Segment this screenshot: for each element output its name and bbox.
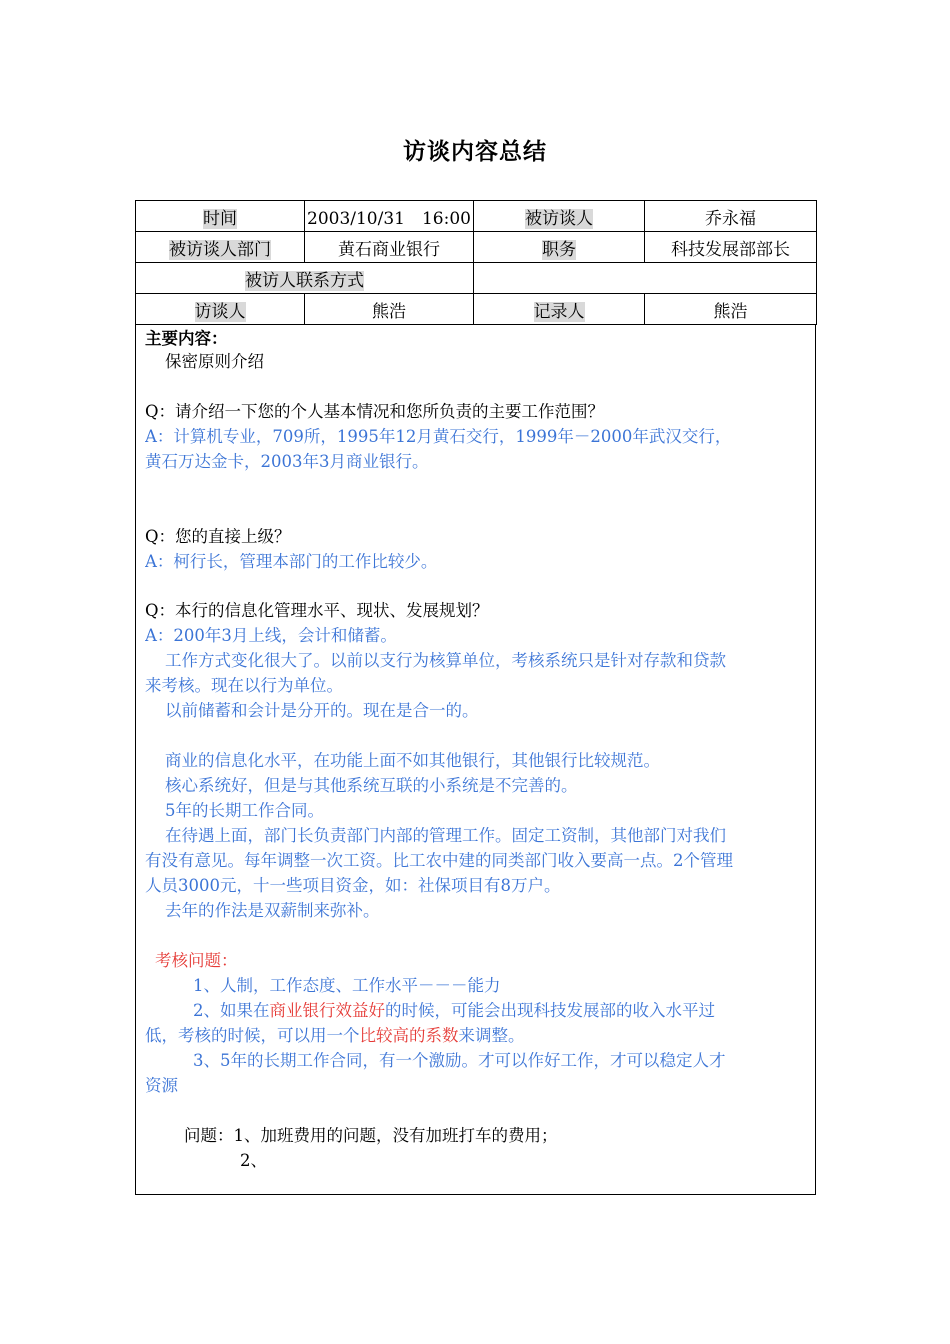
answer-3-line-6: 核心系统好，但是与其他系统互联的小系统是不完善的。 (165, 776, 578, 795)
assessment-item-2-line-1 (193, 998, 816, 1023)
question-1: Q：请介绍一下您的个人基本情况和您所负责的主要工作范围？ (145, 402, 605, 421)
answer-1-line-1: A：计算机专业，709所，1995年12月黄石交行，1999年－2000年武汉交行， (145, 427, 732, 446)
answer-3-line-2: 工作方式变化很大了。以前以支行为核算单位，考核系统只是针对存款和贷款 (165, 651, 726, 670)
assessment-item-1: 1、人制，工作态度、工作水平－－－能力 (193, 976, 501, 995)
table-row (136, 263, 817, 294)
document-title: 访谈内容总结 (403, 139, 547, 165)
assessment-item-2-text-c: 低，考核的时候，可以用一个 (145, 1026, 360, 1045)
interviewer-value: 熊浩 (305, 294, 474, 325)
time-label: 时间 (203, 208, 237, 229)
answer-3-line-4: 以前储蓄和会计是分开的。现在是合一的。 (165, 701, 479, 720)
dept-value: 黄石商业银行 (305, 232, 474, 263)
answer-3-line-11: 去年的作法是双薪制来弥补。 (165, 901, 380, 920)
dept-label-cell (136, 232, 305, 263)
assessment-item-2-highlight-1: 商业银行效益好 (269, 1001, 385, 1020)
assessment-item-2-text-d: 来调整。 (458, 1026, 525, 1045)
interviewee-label-cell (474, 201, 645, 232)
assessment-item-2-text-a: 2、如果在 (193, 1001, 270, 1020)
position-label-cell (474, 232, 645, 263)
recorder-value: 熊浩 (645, 294, 817, 325)
contact-label: 被访人联系方式 (245, 270, 364, 291)
position-value: 科技发展部部长 (645, 232, 817, 263)
interviewee-label: 被访谈人 (525, 208, 593, 229)
assessment-item-2-highlight-2: 比较高的系数 (359, 1026, 459, 1045)
table-row (136, 201, 817, 232)
interviewer-label-cell (136, 294, 305, 325)
answer-3-line-8: 在待遇上面，部门长负责部门内部的管理工作。固定工资制，其他部门对我们 (165, 826, 726, 845)
answer-1-line-2: 黄石万达金卡，2003年3月商业银行。 (145, 452, 429, 471)
assessment-item-2-line-2 (145, 1023, 809, 1048)
info-table (135, 200, 817, 325)
intro-text: 保密原则介绍 (165, 352, 264, 371)
assessment-item-2-text-b: 的时候，可能会出现科技发展部的收入水平过 (385, 1001, 715, 1020)
answer-2: A：柯行长，管理本部门的工作比较少。 (145, 552, 438, 571)
recorder-label: 记录人 (533, 301, 585, 322)
content-heading: 主要内容： (145, 329, 228, 348)
assessment-heading: 考核问题： (155, 951, 238, 970)
position-label: 职务 (542, 239, 576, 260)
question-2: Q：您的直接上级？ (145, 527, 291, 546)
assessment-item-3-line-1: 3、5年的长期工作合同，有一个激励。才可以作好工作，才可以稳定人才 (193, 1051, 726, 1070)
answer-3-line-10: 人员3000元，十一些项目资金，如：社保项目有8万户。 (145, 876, 561, 895)
table-row (136, 294, 817, 325)
answer-3-line-9: 有没有意见。每年调整一次工资。比工农中建的同类部门收入要高一点。2个管理 (145, 851, 733, 870)
main-content-box (135, 324, 816, 1195)
time-label-cell (136, 201, 305, 232)
answer-3-line-1: A：200年3月上线，会计和储蓄。 (145, 626, 397, 645)
problems-line-1: 问题：1、加班费用的问题，没有加班打车的费用； (184, 1126, 558, 1145)
contact-value (474, 263, 817, 294)
interviewee-value: 乔永福 (645, 201, 817, 232)
answer-3-line-7: 5年的长期工作合同。 (165, 801, 324, 820)
table-row (136, 232, 817, 263)
recorder-label-cell (474, 294, 645, 325)
time-value: 2003/10/31 16:00 (305, 201, 474, 232)
answer-3-line-3: 来考核。现在以行为单位。 (145, 676, 343, 695)
dept-label: 被访谈人部门 (169, 239, 271, 260)
problems-line-2: 2、 (240, 1151, 267, 1170)
answer-3-line-5: 商业的信息化水平，在功能上面不如其他银行，其他银行比较规范。 (165, 751, 660, 770)
interviewer-label: 访谈人 (194, 301, 246, 322)
assessment-item-3-line-2: 资源 (145, 1076, 178, 1095)
contact-label-cell (136, 263, 474, 294)
question-3: Q：本行的信息化管理水平、现状、发展规划？ (145, 601, 489, 620)
